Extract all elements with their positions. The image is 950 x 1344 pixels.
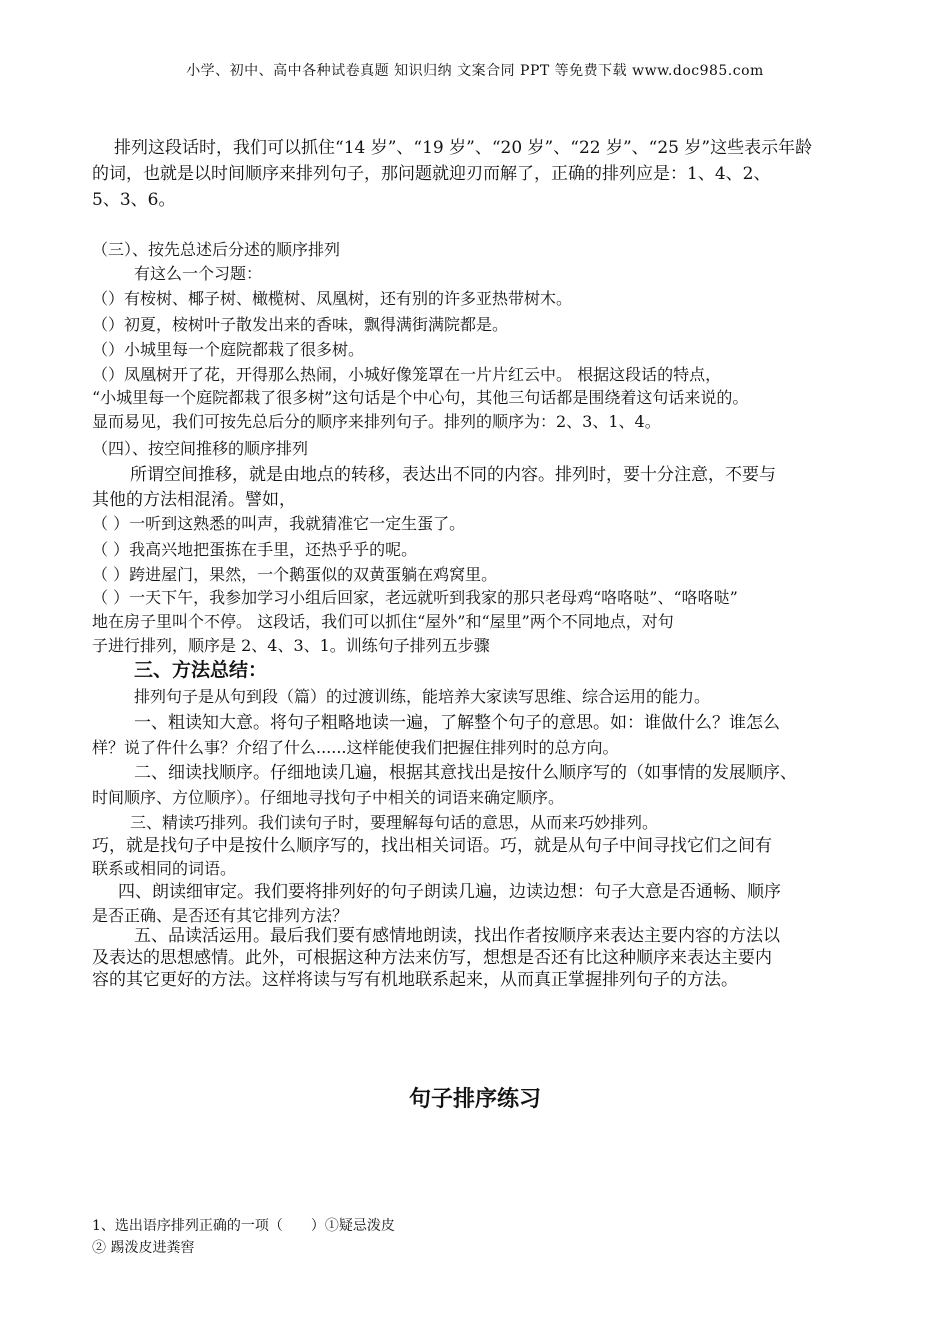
question-line: ② 踢泼皮进粪窖 [92,1240,195,1256]
question-line: 1、选出语序排列正确的一项（ ）①疑忌泼皮 [92,1218,395,1234]
paragraph-line: 排列句子是从句到段（篇）的过渡训练，能培养大家读写思维、综合运用的能力。 [134,687,711,706]
exercise-line: （ ）一听到这熟悉的叫声，我就猜准它一定生蛋了。 [92,514,466,533]
paragraph-line: 时间顺序、方位顺序）。仔细地寻找句子中相关的词语来确定顺序。 [92,788,565,807]
page-header: 小学、初中、高中各种试卷真题 知识归纳 文案合同 PPT 等免费下载 www.doc985.com [186,63,764,79]
paragraph-line: 三、精读巧排列。我们读句子时，要理解每句话的意思，从而来巧妙排列。 [130,813,659,832]
paragraph-line: 所谓空间推移，就是由地点的转移，表达出不同的内容。排列时，要十分注意，不要与 [130,465,776,485]
paragraph-line: 5、3、6。 [92,190,176,210]
exercise-line: （）小城里每一个庭院都栽了很多树。 [92,340,365,359]
exercise-line: （ ）跨进屋门，果然，一个鹅蛋似的双黄蛋躺在鸡窝里。 [92,565,498,584]
paragraph-line: 显而易见，我们可按先总后分的顺序来排列句子。排列的顺序为：2、3、1、4。 [92,412,661,431]
practice-title: 句子排序练习 [408,1086,541,1112]
paragraph-line: 四、朗读细审定。我们要将排列好的句子朗读几遍，边读边想：句子大意是否通畅、顺序 [118,882,781,902]
paragraph-line: “小城里每一个庭院都栽了很多树”这句话是个中心句，其他三句话都是围绕着这句话来说的。 [92,388,749,407]
paragraph-line: 巧，就是找句子中是按什么顺序写的，找出相关词语。巧，就是从句子中间寻找它们之间有 [92,836,772,856]
paragraph-line: 一、粗读知大意。将句子粗略地读一遍，了解整个句子的意思。如：谁做什么？谁怎么 [134,713,780,733]
paragraph-line: 联系或相同的词语。 [92,859,237,878]
paragraph-line: 有这么一个习题： [134,264,263,283]
paragraph-line: 排列这段话时，我们可以抓住“14 岁”、“19 岁”、“20 岁”、“22 岁”、“25 岁”这些表示年龄 [114,138,813,158]
paragraph-line: 二、细读找顺序。仔细地读几遍，根据其意找出是按什么顺序写的（如事情的发展顺序、 [134,763,797,783]
paragraph-line: 容的其它更好的方法。这样将读与写有机地联系起来，从而真正掌握排列句子的方法。 [92,970,738,990]
paragraph-line: 子进行排列，顺序是 2、4、3、1。训练句子排列五步骤 [92,636,490,655]
paragraph-line: 是否正确、是否还有其它排列方法？ [92,906,349,925]
paragraph-line: 及表达的思想感情。此外，可根据这种方法来仿写，想想是否还有比这种顺序来表达主要内 [92,948,772,968]
exercise-line: （ ）我高兴地把蛋拣在手里，还热乎乎的呢。 [92,540,418,559]
paragraph-line: 地在房子里叫个不停。 这段话，我们可以抓住“屋外”和“屋里”两个不同地点，对句 [92,612,674,631]
exercise-line: （）初夏，桉树叶子散发出来的香味，飘得满街满院都是。 [92,315,509,334]
paragraph-line: 其他的方法相混淆。譬如， [92,490,296,510]
paragraph-line: 的词，也就是以时间顺序来排列句子，那问题就迎刃而解了，正确的排列应是：1、4、2、 [92,164,771,184]
section-heading: （三）、按先总述后分述的顺序排列 [92,240,341,259]
exercise-line: （ ）一天下午，我参加学习小组后回家，老远就听到我家的那只老母鸡“咯咯哒”、“咯咯哒” [92,588,738,607]
section-heading-summary: 三、方法总结： [134,659,268,681]
paragraph-line: 五、品读活运用。最后我们要有感情地朗读，找出作者按顺序来表达主要内容的方法以 [134,926,780,946]
exercise-line: （）有桉树、椰子树、橄榄树、凤凰树，还有别的许多亚热带树木。 [92,289,573,308]
section-heading: （四）、按空间推移的顺序排列 [92,439,309,458]
paragraph-line: 样？说了件什么事？介绍了什么......这样能使我们把握住排列时的总方向。 [92,738,619,757]
exercise-line: （）凤凰树开了花，开得那么热闹，小城好像笼罩在一片片红云中。 根据这段话的特点， [92,365,722,384]
